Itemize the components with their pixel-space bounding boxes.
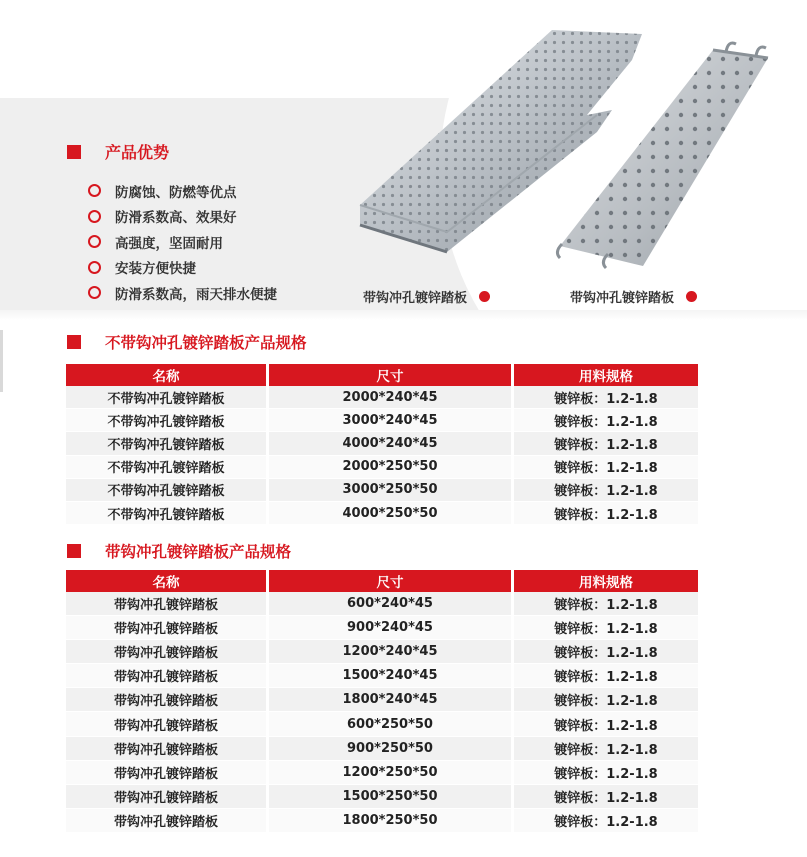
cell-size: 600*250*50 xyxy=(266,712,511,736)
cell-material: 镀锌板：1.2-1.8 xyxy=(511,785,698,809)
advantage-text: 防腐蚀、防燃等优点 xyxy=(115,184,237,201)
column-header: 用料规格 xyxy=(511,364,698,386)
red-dot-icon xyxy=(686,291,697,302)
cell-name: 带钩冲孔镀锌踏板 xyxy=(66,712,266,736)
advantages-heading xyxy=(67,140,169,163)
cell-size: 900*250*50 xyxy=(266,737,511,761)
cell-material: 镀锌板：1.2-1.8 xyxy=(511,809,698,833)
advantage-item xyxy=(88,229,277,255)
cell-size: 900*240*45 xyxy=(266,616,511,640)
advantage-text: 安装方便快捷 xyxy=(115,261,196,278)
cell-material: 镀锌板：1.2-1.8 xyxy=(511,664,698,688)
square-bullet-icon xyxy=(67,544,81,558)
advantage-item xyxy=(88,255,277,281)
spec-table-hooked xyxy=(66,570,698,833)
cell-name: 不带钩冲孔镀锌踏板 xyxy=(66,502,266,525)
table-row xyxy=(66,432,698,455)
cell-material: 镀锌板：1.2-1.8 xyxy=(511,409,698,432)
table-row xyxy=(66,785,698,809)
image-caption xyxy=(363,287,490,306)
product-image-plank-hooked xyxy=(548,38,783,278)
cell-material: 镀锌板：1.2-1.8 xyxy=(511,386,698,409)
cell-size: 4000*240*45 xyxy=(266,432,511,455)
cell-name: 带钩冲孔镀锌踏板 xyxy=(66,785,266,809)
circle-bullet-icon xyxy=(88,210,101,223)
table-row xyxy=(66,386,698,409)
cell-material: 镀锌板：1.2-1.8 xyxy=(511,712,698,736)
circle-bullet-icon xyxy=(88,235,101,248)
table-header-row xyxy=(66,364,698,386)
cell-name: 带钩冲孔镀锌踏板 xyxy=(66,809,266,833)
spec-title: 不带钩冲孔镀锌踏板产品规格 xyxy=(105,334,307,352)
circle-bullet-icon xyxy=(88,286,101,299)
cell-size: 1800*240*45 xyxy=(266,688,511,712)
cell-size: 2000*240*45 xyxy=(266,386,511,409)
cell-size: 1200*240*45 xyxy=(266,640,511,664)
cell-name: 带钩冲孔镀锌踏板 xyxy=(66,688,266,712)
table-row xyxy=(66,640,698,664)
column-header: 名称 xyxy=(66,364,266,386)
cell-name: 带钩冲孔镀锌踏板 xyxy=(66,592,266,616)
table-row xyxy=(66,688,698,712)
cell-material: 镀锌板：1.2-1.8 xyxy=(511,502,698,525)
advantage-item xyxy=(88,280,277,306)
left-edge-mark xyxy=(0,330,3,392)
table-row xyxy=(66,592,698,616)
red-dot-icon xyxy=(479,291,490,302)
table-row xyxy=(66,456,698,479)
cell-name: 带钩冲孔镀锌踏板 xyxy=(66,640,266,664)
image-caption xyxy=(570,287,697,306)
cell-size: 3000*250*50 xyxy=(266,479,511,502)
table-row xyxy=(66,409,698,432)
square-bullet-icon xyxy=(67,145,81,159)
advantage-item xyxy=(88,204,277,230)
table-row xyxy=(66,712,698,736)
table-row xyxy=(66,616,698,640)
cell-material: 镀锌板：1.2-1.8 xyxy=(511,592,698,616)
cell-name: 带钩冲孔镀锌踏板 xyxy=(66,616,266,640)
cell-material: 镀锌板：1.2-1.8 xyxy=(511,616,698,640)
cell-size: 2000*250*50 xyxy=(266,456,511,479)
caption-text: 带钩冲孔镀锌踏板 xyxy=(363,291,468,306)
cell-material: 镀锌板：1.2-1.8 xyxy=(511,432,698,455)
column-header: 用料规格 xyxy=(511,570,698,592)
cell-size: 1500*250*50 xyxy=(266,785,511,809)
cell-name: 不带钩冲孔镀锌踏板 xyxy=(66,386,266,409)
cell-size: 600*240*45 xyxy=(266,592,511,616)
cell-name: 不带钩冲孔镀锌踏板 xyxy=(66,456,266,479)
cell-size: 1200*250*50 xyxy=(266,761,511,785)
banner-fade xyxy=(0,310,807,320)
column-header: 尺寸 xyxy=(266,364,511,386)
cell-size: 1500*240*45 xyxy=(266,664,511,688)
cell-material: 镀锌板：1.2-1.8 xyxy=(511,688,698,712)
cell-material: 镀锌板：1.2-1.8 xyxy=(511,761,698,785)
cell-name: 带钩冲孔镀锌踏板 xyxy=(66,761,266,785)
table-row xyxy=(66,502,698,525)
advantage-text: 高强度，坚固耐用 xyxy=(115,235,223,252)
caption-text: 带钩冲孔镀锌踏板 xyxy=(570,291,675,306)
table-row xyxy=(66,664,698,688)
spec-heading-no-hook xyxy=(67,331,307,353)
square-bullet-icon xyxy=(67,335,81,349)
cell-name: 带钩冲孔镀锌踏板 xyxy=(66,664,266,688)
table-row xyxy=(66,479,698,502)
cell-name: 带钩冲孔镀锌踏板 xyxy=(66,737,266,761)
cell-name: 不带钩冲孔镀锌踏板 xyxy=(66,409,266,432)
advantages-list xyxy=(88,178,277,306)
cell-size: 4000*250*50 xyxy=(266,502,511,525)
cell-name: 不带钩冲孔镀锌踏板 xyxy=(66,432,266,455)
column-header: 尺寸 xyxy=(266,570,511,592)
circle-bullet-icon xyxy=(88,261,101,274)
cell-size: 3000*240*45 xyxy=(266,409,511,432)
table-row xyxy=(66,809,698,833)
advantage-text: 防滑系数高、效果好 xyxy=(115,210,237,227)
spec-table-no-hook xyxy=(66,364,698,525)
spec-title: 带钩冲孔镀锌踏板产品规格 xyxy=(105,543,292,561)
cell-name: 不带钩冲孔镀锌踏板 xyxy=(66,479,266,502)
advantages-title: 产品优势 xyxy=(105,143,170,162)
advantage-text: 防滑系数高，雨天排水便捷 xyxy=(115,286,277,303)
table-row xyxy=(66,761,698,785)
circle-bullet-icon xyxy=(88,184,101,197)
cell-size: 1800*250*50 xyxy=(266,809,511,833)
table-row xyxy=(66,737,698,761)
cell-material: 镀锌板：1.2-1.8 xyxy=(511,456,698,479)
spec-heading-hooked xyxy=(67,540,291,562)
cell-material: 镀锌板：1.2-1.8 xyxy=(511,737,698,761)
cell-material: 镀锌板：1.2-1.8 xyxy=(511,479,698,502)
cell-material: 镀锌板：1.2-1.8 xyxy=(511,640,698,664)
table-header-row xyxy=(66,570,698,592)
column-header: 名称 xyxy=(66,570,266,592)
advantage-item xyxy=(88,178,277,204)
